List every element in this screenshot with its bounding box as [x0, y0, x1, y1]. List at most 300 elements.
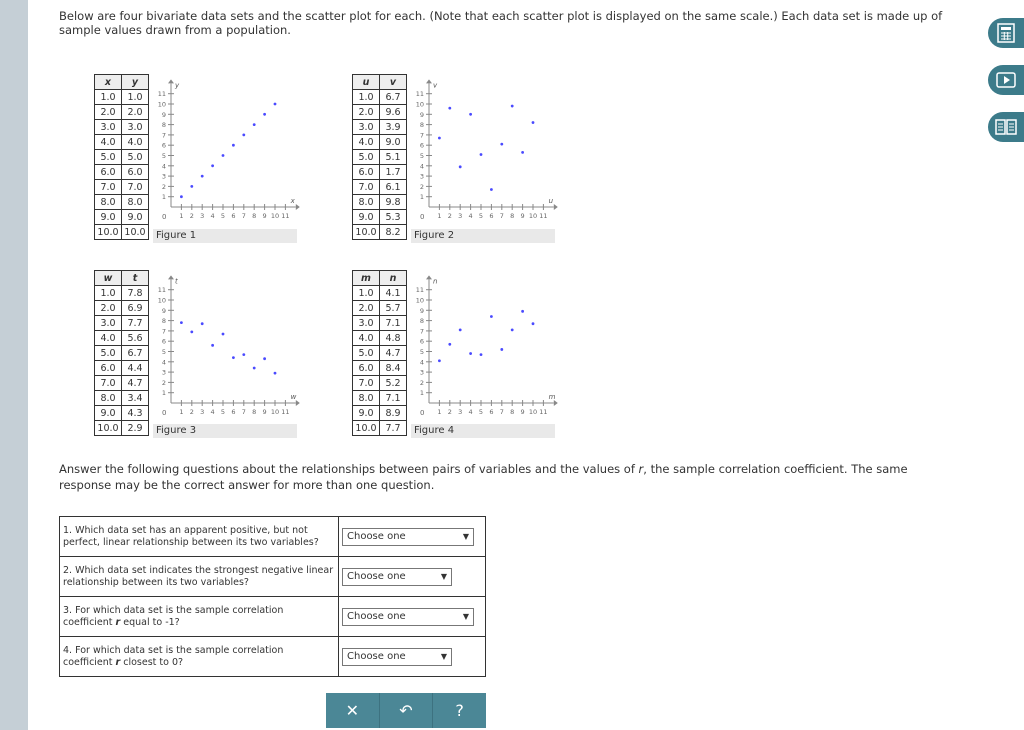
y-tick-label: 4	[419, 162, 424, 171]
table-cell: 7.1	[380, 316, 407, 331]
table-cell: 9.0	[353, 210, 380, 225]
table-row	[353, 361, 407, 376]
data-point	[211, 164, 214, 167]
clear-button[interactable]: ✕	[326, 693, 380, 728]
table-cell: 7.7	[122, 316, 149, 331]
y-tick-label: 7	[161, 131, 166, 140]
data-point	[511, 328, 514, 331]
table-cell: 6.0	[95, 165, 122, 180]
table-cell: 4.0	[353, 331, 380, 346]
y-tick-label: 2	[419, 182, 424, 191]
table-cell: 5.0	[95, 346, 122, 361]
data-point	[190, 185, 193, 188]
data-point	[448, 343, 451, 346]
table-cell: 7.0	[353, 376, 380, 391]
x-tick-label: 3	[458, 408, 463, 416]
data-point	[211, 344, 214, 347]
table-row	[95, 331, 149, 346]
column-header: v	[380, 75, 407, 90]
table-cell: 10.0	[95, 421, 122, 436]
table-cell: 3.4	[122, 391, 149, 406]
data-point	[469, 352, 472, 355]
table-cell: 6.0	[122, 165, 149, 180]
table-cell: 8.0	[95, 391, 122, 406]
table-cell: 7.0	[353, 180, 380, 195]
x-tick-label: 7	[499, 212, 504, 220]
data-point	[253, 123, 256, 126]
table-cell: 4.8	[380, 331, 407, 346]
calculator-tool-button[interactable]	[988, 18, 1024, 48]
answer-intro-text-end: , the sample correlation coefficient. The same response may be the correct answer for more than one question.	[59, 462, 908, 492]
table-cell: 7.0	[122, 180, 149, 195]
x-tick-label: 5	[220, 212, 226, 220]
table-cell: 3.0	[95, 120, 122, 135]
y-tick-label: 5	[161, 152, 166, 160]
table-cell: 10.0	[353, 421, 380, 436]
table-cell: 4.7	[380, 346, 407, 361]
table-cell: 9.0	[95, 406, 122, 421]
table-row	[95, 105, 149, 120]
table-cell: 4.7	[122, 376, 149, 391]
data-point	[274, 372, 277, 375]
y-tick-label: 4	[161, 162, 166, 171]
y-tick-label: 6	[161, 337, 166, 346]
question-3-select[interactable]	[342, 608, 474, 626]
table-cell: 4.0	[95, 135, 122, 150]
data-point	[242, 353, 245, 356]
table-cell: 4.3	[122, 406, 149, 421]
y-tick-label: 1	[161, 193, 166, 202]
origin-label: 0	[420, 409, 425, 417]
data-point	[500, 143, 503, 146]
x-tick-label: 7	[241, 212, 246, 220]
x-tick-label: 10	[528, 408, 538, 416]
data-table-wt	[94, 270, 149, 436]
x-tick-label: 5	[220, 408, 226, 416]
table-row	[95, 195, 149, 210]
table-cell: 10.0	[122, 225, 149, 240]
table-row	[353, 406, 407, 421]
table-cell: 6.7	[122, 346, 149, 361]
table-cell: 5.0	[122, 150, 149, 165]
figure-1-label: Figure 1	[153, 229, 297, 243]
figure-4-label: Figure 4	[411, 424, 555, 438]
table-cell: 7.8	[122, 286, 149, 301]
table-cell: 7.7	[380, 421, 407, 436]
x-tick-label: 1	[437, 212, 442, 220]
x-tick-label: 11	[281, 408, 290, 416]
y-axis-arrow-icon	[168, 79, 174, 83]
x-axis-arrow-icon	[296, 204, 300, 210]
data-point	[232, 144, 235, 147]
origin-label: 0	[162, 409, 167, 417]
x-tick-label: 9	[520, 408, 525, 416]
y-tick-label: 3	[161, 172, 166, 181]
questions-table	[59, 516, 486, 677]
data-table-xy	[94, 74, 149, 240]
column-header: x	[95, 75, 122, 90]
question-4-text	[60, 637, 339, 677]
table-cell: 4.0	[353, 135, 380, 150]
table-header-row	[95, 271, 149, 286]
table-cell: 5.3	[380, 210, 407, 225]
dropdown-arrow-icon: ▼	[462, 531, 469, 541]
table-cell: 9.0	[380, 135, 407, 150]
table-cell: 5.7	[380, 301, 407, 316]
x-axis-arrow-icon	[296, 400, 300, 406]
table-cell: 8.9	[380, 406, 407, 421]
table-row	[95, 225, 149, 240]
table-cell: 7.1	[380, 391, 407, 406]
x-tick-label: 4	[468, 408, 473, 416]
question-1-text: 1. Which data set has an apparent positive, but not perfect, linear relationship between its two variables?	[60, 517, 339, 557]
video-tool-button[interactable]	[988, 65, 1024, 95]
table-row	[353, 120, 407, 135]
table-cell: 1.0	[95, 286, 122, 301]
data-point	[532, 121, 535, 124]
table-row	[353, 301, 407, 316]
data-point	[232, 356, 235, 359]
table-cell: 9.0	[122, 210, 149, 225]
book-icon	[995, 119, 1017, 135]
y-tick-label: 7	[419, 131, 424, 140]
x-tick-label: 1	[179, 212, 184, 220]
y-tick-label: 11	[415, 286, 424, 295]
y-tick-label: 11	[157, 286, 166, 295]
question-4-select[interactable]	[342, 648, 452, 666]
table-cell: 3.0	[353, 316, 380, 331]
x-tick-label: 11	[539, 212, 548, 220]
table-cell: 9.6	[380, 105, 407, 120]
question-3-text-post: equal to -1?	[120, 616, 180, 628]
y-tick-label: 6	[419, 337, 424, 346]
x-tick-label: 6	[231, 408, 236, 416]
data-point	[490, 188, 493, 191]
table-cell: 1.0	[95, 90, 122, 105]
table-row	[353, 210, 407, 225]
x-tick-label: 7	[499, 408, 504, 416]
x-tick-label: 8	[252, 408, 257, 416]
x-tick-label: 8	[252, 212, 257, 220]
table-cell: 8.0	[122, 195, 149, 210]
y-tick-label: 10	[415, 296, 424, 305]
x-axis-variable: u	[548, 197, 554, 205]
table-row	[353, 346, 407, 361]
table-cell: 1.0	[353, 90, 380, 105]
table-cell: 3.9	[380, 120, 407, 135]
data-point	[180, 321, 183, 324]
y-tick-label: 10	[415, 100, 424, 109]
table-cell: 4.1	[380, 286, 407, 301]
question-4-variable: r	[115, 656, 121, 668]
table-cell: 6.9	[122, 301, 149, 316]
table-row	[95, 406, 149, 421]
table-cell: 8.4	[380, 361, 407, 376]
table-row	[353, 391, 407, 406]
y-tick-label: 9	[419, 110, 424, 119]
select-value: Choose one	[347, 570, 406, 582]
table-cell: 1.7	[380, 165, 407, 180]
x-tick-label: 1	[179, 408, 184, 416]
data-point	[438, 359, 441, 362]
table-cell: 3.0	[122, 120, 149, 135]
data-point	[511, 105, 514, 108]
figure-2-label: Figure 2	[411, 229, 555, 243]
y-tick-label: 9	[161, 110, 166, 119]
table-row	[353, 286, 407, 301]
table-cell: 9.0	[95, 210, 122, 225]
column-header: t	[122, 271, 149, 286]
y-axis-variable: y	[175, 81, 180, 90]
table-cell: 1.0	[122, 90, 149, 105]
table-row	[353, 135, 407, 150]
select-value: Choose one	[347, 610, 406, 622]
data-point	[253, 367, 256, 370]
table-cell: 7.0	[95, 180, 122, 195]
table-header-row	[95, 75, 149, 90]
table-cell: 4.4	[122, 361, 149, 376]
y-axis-variable: v	[433, 81, 438, 90]
table-cell: 6.1	[380, 180, 407, 195]
x-tick-label: 1	[437, 408, 442, 416]
x-tick-label: 3	[200, 212, 205, 220]
table-cell: 6.0	[95, 361, 122, 376]
scatter-plot-2	[408, 76, 558, 228]
y-axis-variable: n	[433, 277, 438, 286]
data-point	[201, 322, 204, 325]
data-point	[480, 353, 483, 356]
data-point	[459, 328, 462, 331]
y-axis-arrow-icon	[168, 275, 174, 279]
table-row	[353, 316, 407, 331]
video-play-icon	[996, 72, 1016, 88]
y-tick-label: 2	[419, 378, 424, 387]
x-tick-label: 2	[189, 408, 194, 416]
x-axis-arrow-icon	[554, 204, 558, 210]
question-row-3	[60, 597, 486, 637]
x-tick-label: 2	[447, 212, 452, 220]
table-cell: 3.0	[95, 316, 122, 331]
table-row	[95, 286, 149, 301]
action-button-bar	[326, 693, 486, 728]
x-axis-variable: m	[548, 393, 556, 401]
table-row	[95, 180, 149, 195]
dropdown-arrow-icon: ▼	[440, 651, 447, 661]
x-tick-label: 10	[528, 212, 538, 220]
y-tick-label: 7	[161, 327, 166, 336]
y-tick-label: 10	[157, 100, 166, 109]
column-header: y	[122, 75, 149, 90]
x-tick-label: 6	[489, 212, 494, 220]
question-2-text: 2. Which data set indicates the strongest negative linear relationship between its two variables?	[60, 557, 339, 597]
data-table-uv	[352, 74, 407, 240]
y-tick-label: 8	[161, 121, 166, 130]
table-cell: 2.0	[353, 301, 380, 316]
question-row-1	[60, 517, 486, 557]
table-cell: 5.1	[380, 150, 407, 165]
question-2-select[interactable]	[342, 568, 452, 586]
y-axis-arrow-icon	[426, 275, 432, 279]
scatter-plot-3	[150, 272, 300, 424]
table-row	[353, 376, 407, 391]
table-row	[353, 180, 407, 195]
answer-instructions	[59, 461, 959, 493]
y-tick-label: 2	[161, 182, 166, 191]
table-row	[95, 346, 149, 361]
data-point	[480, 153, 483, 156]
x-tick-label: 11	[539, 408, 548, 416]
data-point	[448, 107, 451, 110]
x-tick-label: 5	[478, 212, 484, 220]
x-tick-label: 8	[510, 212, 515, 220]
y-tick-label: 5	[419, 348, 424, 356]
x-tick-label: 10	[270, 212, 280, 220]
y-tick-label: 1	[419, 389, 424, 398]
question-4-text-post: closest to 0?	[120, 656, 184, 668]
table-cell: 7.0	[95, 376, 122, 391]
x-tick-label: 4	[468, 212, 473, 220]
data-point	[521, 151, 524, 154]
y-tick-label: 8	[419, 317, 424, 326]
intro-text: Below are four bivariate data sets and the scatter plot for each. (Note that each scatter plot is displayed on the same scale.) Each data set is made up of sample values drawn from a population.	[59, 9, 943, 37]
question-row-2	[60, 557, 486, 597]
table-cell: 10.0	[95, 225, 122, 240]
scatter-plot-1	[150, 76, 300, 228]
table-cell: 1.0	[353, 286, 380, 301]
table-row	[353, 90, 407, 105]
x-tick-label: 9	[520, 212, 525, 220]
table-cell: 8.0	[353, 195, 380, 210]
question-3-text-pre: 3. For which data set is the sample correlation coefficient	[63, 604, 284, 628]
select-value: Choose one	[347, 650, 406, 662]
y-tick-label: 1	[161, 389, 166, 398]
table-header-row	[353, 75, 407, 90]
y-tick-label: 8	[419, 121, 424, 130]
x-tick-label: 2	[447, 408, 452, 416]
origin-label: 0	[420, 213, 425, 221]
answer-intro-variable: r	[638, 462, 644, 476]
table-row	[353, 105, 407, 120]
y-tick-label: 6	[419, 141, 424, 150]
y-tick-label: 11	[157, 90, 166, 99]
y-tick-label: 4	[161, 358, 166, 367]
table-cell: 8.0	[95, 195, 122, 210]
x-axis-variable: w	[290, 393, 297, 401]
x-tick-label: 8	[510, 408, 515, 416]
data-point	[438, 137, 441, 140]
table-cell: 9.8	[380, 195, 407, 210]
y-tick-label: 5	[419, 152, 424, 160]
table-cell: 4.0	[95, 331, 122, 346]
data-point	[190, 331, 193, 334]
table-cell: 6.7	[380, 90, 407, 105]
data-point	[490, 315, 493, 318]
table-row	[353, 150, 407, 165]
data-table-mn	[352, 270, 407, 436]
data-point	[180, 195, 183, 198]
left-sidebar	[0, 0, 28, 730]
select-value: Choose one	[347, 530, 406, 542]
table-row	[95, 165, 149, 180]
table-row	[353, 165, 407, 180]
y-tick-label: 3	[419, 368, 424, 377]
data-point	[222, 333, 225, 336]
table-cell: 6.0	[353, 165, 380, 180]
x-axis-variable: x	[290, 197, 295, 205]
figure-3-label: Figure 3	[153, 424, 297, 438]
column-header: w	[95, 271, 122, 286]
table-row	[95, 376, 149, 391]
table-row	[95, 301, 149, 316]
table-cell: 10.0	[353, 225, 380, 240]
data-point	[532, 322, 535, 325]
x-tick-label: 4	[210, 408, 215, 416]
scatter-plot-4	[408, 272, 558, 424]
calculator-icon	[996, 23, 1016, 43]
dropdown-arrow-icon: ▼	[440, 571, 447, 581]
x-tick-label: 6	[231, 212, 236, 220]
x-tick-label: 3	[200, 408, 205, 416]
data-point	[201, 175, 204, 178]
data-point	[242, 134, 245, 137]
y-tick-label: 11	[415, 90, 424, 99]
y-tick-label: 6	[161, 141, 166, 150]
data-point	[469, 113, 472, 116]
table-cell: 8.2	[380, 225, 407, 240]
x-tick-label: 9	[262, 408, 267, 416]
table-row	[95, 316, 149, 331]
help-button[interactable]: ?	[433, 693, 486, 728]
y-tick-label: 5	[161, 348, 166, 356]
y-tick-label: 10	[157, 296, 166, 305]
data-point	[500, 348, 503, 351]
table-row	[95, 90, 149, 105]
question-3-text	[60, 597, 339, 637]
y-tick-label: 1	[419, 193, 424, 202]
y-tick-label: 9	[161, 306, 166, 315]
y-tick-label: 3	[161, 368, 166, 377]
table-row	[353, 331, 407, 346]
y-axis-variable: t	[175, 277, 178, 286]
table-row	[95, 135, 149, 150]
table-cell: 9.0	[353, 406, 380, 421]
column-header: u	[353, 75, 380, 90]
y-tick-label: 9	[419, 306, 424, 315]
data-point	[263, 357, 266, 360]
question-1-select[interactable]	[342, 528, 474, 546]
table-row	[95, 421, 149, 436]
data-point	[459, 165, 462, 168]
table-row	[95, 210, 149, 225]
origin-label: 0	[162, 213, 167, 221]
table-row	[95, 120, 149, 135]
x-tick-label: 2	[189, 212, 194, 220]
dropdown-arrow-icon: ▼	[462, 611, 469, 621]
table-row	[95, 361, 149, 376]
y-tick-label: 8	[161, 317, 166, 326]
table-cell: 3.0	[353, 120, 380, 135]
table-cell: 6.0	[353, 361, 380, 376]
question-row-4	[60, 637, 486, 677]
undo-button[interactable]: ↶	[380, 693, 434, 728]
x-tick-label: 4	[210, 212, 215, 220]
ebook-tool-button[interactable]	[988, 112, 1024, 142]
x-tick-label: 10	[270, 408, 280, 416]
table-row	[353, 421, 407, 436]
column-header: m	[353, 271, 380, 286]
table-header-row	[353, 271, 407, 286]
data-point	[263, 113, 266, 116]
